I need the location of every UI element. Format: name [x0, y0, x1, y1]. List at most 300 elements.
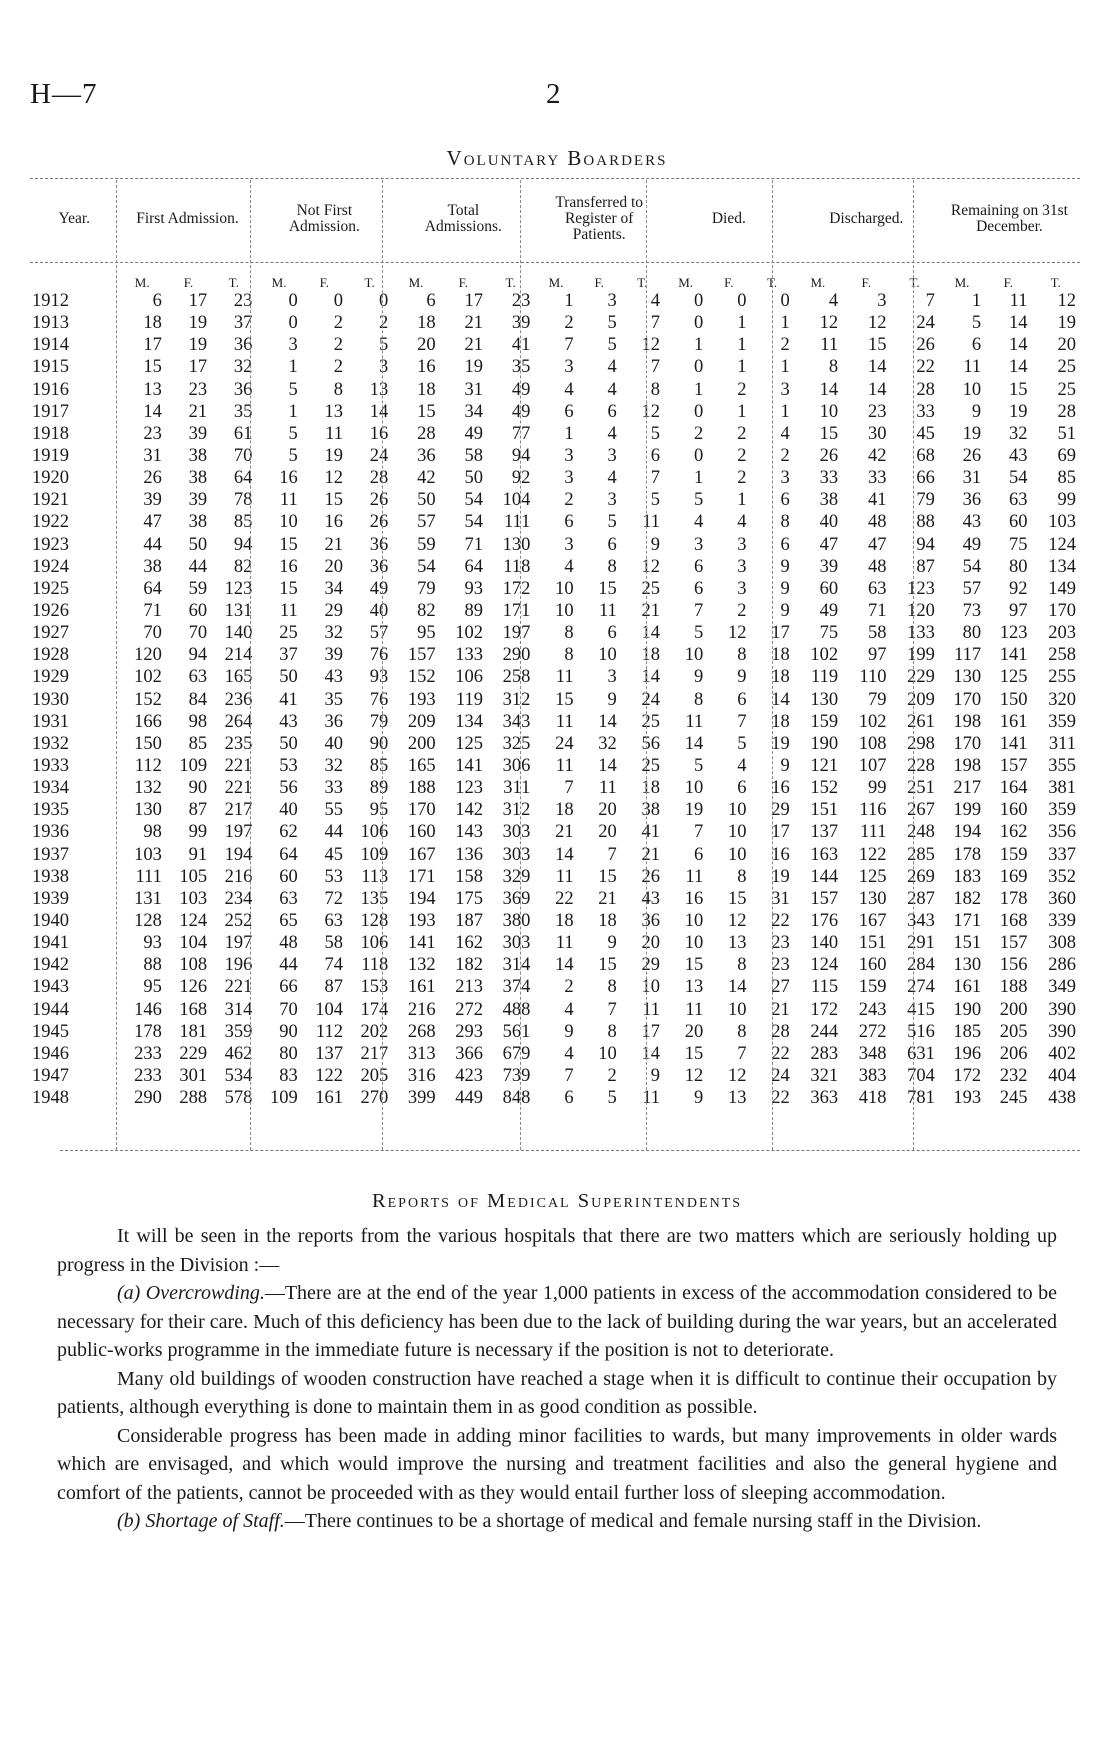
value-cell: 5 — [650, 490, 661, 511]
value-cell: 213 — [455, 977, 483, 998]
value-cell: 7 — [693, 822, 704, 843]
value-cell: 85 — [369, 756, 389, 777]
value-cell: 162 — [455, 933, 483, 954]
value-cell: 303 — [502, 933, 531, 954]
value-cell: 3 — [737, 578, 747, 599]
value-cell: 4 — [650, 291, 661, 312]
value-cell: 140 — [810, 933, 839, 954]
value-cell: 33 — [916, 401, 935, 422]
value-cell: 16 — [324, 512, 343, 533]
table-title: Voluntary Boarders — [446, 146, 668, 170]
value-cell: 21 — [771, 999, 790, 1020]
value-cell: 462 — [224, 1043, 253, 1064]
value-cell: 19 — [1057, 313, 1076, 334]
value-cell: 9 — [607, 933, 617, 954]
value-cell: 82 — [417, 601, 436, 622]
year-cell: 1943 — [32, 977, 69, 998]
table-row — [30, 866, 1080, 888]
value-cell: 104 — [502, 490, 531, 511]
value-cell: 90 — [279, 1021, 298, 1042]
value-cell: 8 — [780, 512, 790, 533]
value-cell: 44 — [188, 556, 208, 577]
year-cell: 1919 — [32, 446, 69, 467]
value-cell: 161 — [315, 1088, 343, 1109]
value-cell: 18 — [555, 911, 574, 931]
value-cell: 39 — [188, 423, 208, 444]
value-cell: 2 — [737, 446, 747, 467]
value-cell: 160 — [999, 800, 1028, 821]
value-cell: 190 — [953, 999, 982, 1020]
value-cell: 15 — [143, 357, 162, 378]
subheader-blank — [30, 260, 119, 290]
value-cell: 6 — [971, 335, 982, 356]
value-cell: 4 — [564, 556, 574, 577]
subheader-f: F. — [594, 275, 604, 290]
value-cell: 205 — [999, 1021, 1028, 1042]
value-cell: 359 — [1048, 711, 1076, 732]
value-cell: 3 — [737, 556, 747, 577]
value-cell: 20 — [598, 800, 617, 821]
value-cell: 6 — [693, 844, 704, 865]
value-cell: 6 — [426, 291, 436, 312]
value-cell: 6 — [780, 534, 790, 555]
value-cell: 418 — [858, 1088, 887, 1109]
value-cell: 50 — [279, 733, 298, 754]
value-cell: 14 — [1008, 313, 1028, 334]
value-cell: 0 — [693, 401, 704, 422]
value-cell: 64 — [233, 468, 253, 489]
value-cell: 22 — [916, 357, 935, 378]
value-cell: 19 — [188, 335, 208, 356]
value-cell: 320 — [1048, 689, 1076, 710]
value-cell: 57 — [962, 578, 982, 599]
value-cell: 14 — [727, 977, 747, 998]
year-cell: 1945 — [32, 1021, 69, 1042]
value-cell: 14 — [555, 955, 574, 976]
value-cell: 9 — [650, 534, 661, 555]
value-cell: 2 — [607, 1065, 617, 1086]
value-cell: 5 — [693, 756, 704, 777]
table-row — [30, 755, 1080, 777]
value-cell: 26 — [369, 490, 389, 511]
value-cell: 337 — [1048, 844, 1076, 865]
value-cell: 34 — [324, 578, 343, 599]
value-cell: 6 — [607, 623, 617, 644]
value-cell: 17 — [188, 357, 208, 378]
value-cell: 19 — [962, 423, 982, 444]
value-cell: 60 — [1008, 512, 1028, 533]
value-cell: 15 — [417, 401, 436, 422]
table-row — [30, 401, 1080, 423]
value-cell: 5 — [650, 423, 661, 444]
value-cell: 21 — [641, 601, 661, 622]
value-cell: 217 — [224, 800, 253, 821]
year-cell: 1948 — [32, 1088, 69, 1109]
value-cell: 15 — [819, 423, 839, 444]
year-cell: 1942 — [32, 955, 69, 976]
value-cell: 3 — [564, 534, 574, 555]
value-cell: 24 — [641, 689, 661, 710]
value-cell: 50 — [464, 468, 483, 489]
value-cell: 381 — [1048, 778, 1076, 799]
value-cell: 157 — [810, 888, 839, 909]
value-cell: 10 — [684, 645, 704, 666]
value-cell: 141 — [455, 756, 483, 777]
value-cell: 0 — [288, 313, 298, 334]
value-cell: 199 — [907, 645, 935, 666]
value-cell: 37 — [279, 645, 298, 666]
value-cell: 5 — [379, 335, 389, 356]
value-cell: 124 — [810, 955, 839, 976]
value-cell: 39 — [511, 313, 531, 334]
value-cell: 128 — [360, 911, 389, 931]
value-cell: 159 — [810, 711, 839, 732]
value-cell: 170 — [407, 800, 436, 821]
value-cell: 4 — [607, 468, 617, 489]
value-cell: 43 — [279, 711, 298, 732]
value-cell: 104 — [315, 999, 343, 1020]
value-cell: 78 — [233, 490, 253, 511]
value-cell: 200 — [407, 733, 436, 754]
value-cell: 196 — [224, 955, 253, 976]
value-cell: 4 — [607, 379, 617, 400]
value-cell: 4 — [828, 291, 839, 312]
subheader-t: T. — [228, 275, 239, 290]
value-cell: 311 — [503, 778, 531, 799]
value-cell: 2 — [333, 357, 343, 378]
value-cell: 234 — [224, 888, 253, 909]
value-cell: 4 — [564, 1043, 574, 1064]
value-cell: 122 — [315, 1065, 343, 1086]
year-cell: 1940 — [32, 911, 69, 931]
value-cell: 40 — [369, 601, 389, 622]
value-cell: 123 — [907, 578, 935, 599]
value-cell: 7 — [650, 357, 661, 378]
year-cell: 1913 — [32, 313, 69, 334]
year-cell: 1930 — [32, 689, 69, 710]
paragraph-staff-shortage — [57, 1507, 1057, 1536]
year-cell: 1929 — [32, 667, 69, 688]
table-row — [30, 511, 1080, 533]
table-row — [30, 467, 1080, 489]
value-cell: 13 — [727, 1088, 747, 1109]
value-cell: 87 — [324, 977, 343, 998]
value-cell: 1 — [693, 379, 704, 400]
year-cell: 1921 — [32, 490, 69, 511]
value-cell: 10 — [819, 401, 839, 422]
value-cell: 37 — [233, 313, 253, 334]
value-cell: 157 — [999, 933, 1028, 954]
value-cell: 33 — [324, 778, 343, 799]
value-cell: 355 — [1048, 756, 1076, 777]
value-cell: 311 — [1048, 733, 1076, 754]
value-cell: 19 — [464, 357, 483, 378]
value-cell: 77 — [511, 423, 531, 444]
value-cell: 19 — [188, 313, 208, 334]
voluntary-boarders-table — [30, 178, 1080, 1109]
value-cell: 153 — [360, 977, 389, 998]
value-cell: 93 — [143, 933, 162, 954]
value-cell: 193 — [407, 689, 436, 710]
value-cell: 99 — [188, 822, 208, 843]
value-cell: 6 — [564, 512, 574, 533]
value-cell: 141 — [407, 933, 436, 954]
value-cell: 359 — [224, 1021, 253, 1042]
value-cell: 216 — [224, 866, 253, 887]
value-cell: 97 — [1008, 601, 1028, 622]
value-cell: 2 — [737, 423, 747, 444]
value-cell: 21 — [598, 888, 617, 909]
value-cell: 12 — [727, 1065, 747, 1086]
year-cell: 1946 — [32, 1043, 69, 1064]
value-cell: 6 — [564, 1088, 574, 1109]
table-row — [30, 312, 1080, 334]
paragraph-wooden-buildings: Many old buildings of wooden construction have reached a stage when it is difficult to continue their occupation by patients, although everything is done to maintain them in as good condition as possible. — [57, 1367, 1057, 1418]
overcrowding-text: —There are at the end of the year 1,000 patients in excess of the accommodation considered to be necessary for their care. Much of this deficiency has been due to the lack of building during the war years, but an accelerated public-works programme in the immediate future is necessary if the position is not to deteriorate. — [57, 1282, 1057, 1361]
value-cell: 285 — [907, 844, 935, 865]
value-cell: 10 — [641, 977, 661, 998]
value-cell: 5 — [288, 379, 298, 400]
value-cell: 61 — [233, 423, 253, 444]
value-cell: 283 — [810, 1043, 839, 1064]
value-cell: 10 — [962, 379, 982, 400]
value-cell: 54 — [464, 512, 483, 533]
group-header-first-admission: First Admission. — [136, 210, 239, 227]
value-cell: 205 — [360, 1065, 389, 1086]
value-cell: 25 — [641, 756, 661, 777]
value-cell: 19 — [684, 800, 704, 821]
value-cell: 11 — [555, 667, 574, 688]
value-cell: 57 — [417, 512, 436, 533]
table-row — [30, 1043, 1080, 1065]
subheader-m: M. — [271, 275, 287, 290]
value-cell: 12 — [641, 335, 661, 356]
table-row — [30, 622, 1080, 644]
value-cell: 80 — [1008, 556, 1028, 577]
value-cell: 79 — [369, 711, 389, 732]
value-cell: 14 — [1008, 335, 1028, 356]
value-cell: 11 — [685, 999, 704, 1020]
value-cell: 9 — [780, 601, 790, 622]
value-cell: 152 — [407, 667, 436, 688]
value-cell: 781 — [907, 1088, 935, 1109]
value-cell: 29 — [641, 955, 661, 976]
value-cell: 36 — [641, 911, 661, 931]
table-row — [30, 1021, 1080, 1043]
value-cell: 8 — [564, 623, 574, 644]
value-cell: 704 — [907, 1065, 935, 1086]
value-cell: 12 — [324, 468, 343, 489]
value-cell: 235 — [224, 733, 253, 754]
value-cell: 14 — [684, 733, 704, 754]
value-cell: 10 — [279, 512, 298, 533]
value-cell: 50 — [417, 490, 436, 511]
value-cell: 35 — [511, 357, 531, 378]
value-cell: 21 — [324, 534, 343, 555]
value-cell: 16 — [279, 468, 298, 489]
column-divider — [772, 180, 773, 1150]
value-cell: 111 — [135, 866, 162, 887]
value-cell: 258 — [502, 667, 531, 688]
value-cell: 15 — [324, 490, 343, 511]
value-cell: 2 — [780, 446, 790, 467]
subheader-m: M. — [408, 275, 424, 290]
value-cell: 116 — [859, 800, 887, 821]
value-cell: 36 — [233, 335, 253, 356]
value-cell: 11 — [963, 357, 982, 378]
value-cell: 10 — [727, 844, 747, 865]
value-cell: 125 — [858, 866, 887, 887]
value-cell: 48 — [867, 556, 887, 577]
value-cell: 14 — [641, 1043, 661, 1064]
value-cell: 59 — [417, 534, 436, 555]
value-cell: 3 — [780, 468, 790, 489]
value-cell: 0 — [693, 291, 704, 312]
value-cell: 26 — [916, 335, 935, 356]
value-cell: 193 — [407, 911, 436, 931]
staff-shortage-label: (b) Shortage of Staff. — [117, 1510, 285, 1532]
year-cell: 1920 — [32, 468, 69, 489]
value-cell: 14 — [555, 844, 574, 865]
value-cell: 33 — [867, 468, 887, 489]
paragraph-intro: It will be seen in the reports from the various hospitals that there are two matters which are seriously holding up progress in the Division :— — [57, 1225, 1057, 1276]
group-header-transferred: Transferred to Register of Patients. — [555, 194, 644, 243]
value-cell: 55 — [324, 800, 343, 821]
value-cell: 99 — [1057, 490, 1076, 511]
subheader-f: F. — [861, 275, 871, 290]
value-cell: 197 — [502, 623, 531, 644]
value-cell: 5 — [607, 512, 617, 533]
value-cell: 16 — [279, 556, 298, 577]
table-row — [30, 711, 1080, 733]
value-cell: 93 — [464, 578, 483, 599]
value-cell: 39 — [324, 645, 343, 666]
table-row — [30, 600, 1080, 622]
year-cell: 1923 — [32, 534, 69, 555]
value-cell: 115 — [811, 977, 839, 998]
value-cell: 0 — [737, 291, 747, 312]
value-cell: 0 — [333, 291, 343, 312]
value-cell: 10 — [727, 999, 747, 1020]
value-cell: 14 — [369, 401, 389, 422]
value-cell: 20 — [684, 1021, 704, 1042]
value-cell: 71 — [143, 601, 162, 622]
paragraph-progress: Considerable progress has been made in adding minor facilities to wards, but many improvements in older wards which are envisaged, and which would improve the nursing and treatment facilities and also the general hygiene and comfort of the patients, cannot be proceeded with as they would entail further loss of sleeping accommodation. — [57, 1424, 1057, 1504]
value-cell: 92 — [511, 468, 531, 489]
value-cell: 284 — [907, 955, 935, 976]
column-divider — [913, 180, 914, 1150]
value-cell: 20 — [417, 335, 436, 356]
section-title: Reports of Medical Superintendents — [371, 1190, 743, 1212]
value-cell: 848 — [502, 1088, 531, 1109]
value-cell: 36 — [417, 446, 436, 467]
value-cell: 356 — [1048, 822, 1076, 843]
value-cell: 70 — [188, 623, 208, 644]
value-cell: 14 — [598, 756, 617, 777]
value-cell: 8 — [607, 1021, 617, 1042]
value-cell: 32 — [324, 756, 343, 777]
value-cell: 3 — [607, 291, 617, 312]
value-cell: 312 — [502, 689, 531, 710]
value-cell: 187 — [455, 911, 483, 931]
value-cell: 272 — [455, 999, 483, 1020]
year-cell: 1925 — [32, 578, 69, 599]
value-cell: 109 — [269, 1088, 298, 1109]
value-cell: 160 — [858, 955, 887, 976]
value-cell: 28 — [417, 423, 436, 444]
value-cell: 65 — [279, 911, 298, 931]
year-cell: 1937 — [32, 844, 69, 865]
value-cell: 28 — [771, 1021, 790, 1042]
value-cell: 26 — [143, 468, 162, 489]
value-cell: 7 — [650, 468, 661, 489]
value-cell: 166 — [134, 711, 162, 732]
value-cell: 739 — [502, 1065, 531, 1086]
subheader-f: F. — [458, 275, 469, 290]
value-cell: 22 — [771, 1043, 790, 1064]
value-cell: 54 — [962, 556, 982, 577]
value-cell: 15 — [867, 335, 887, 356]
value-cell: 90 — [369, 733, 389, 754]
value-cell: 131 — [134, 888, 162, 909]
value-cell: 8 — [650, 379, 661, 400]
value-cell: 1 — [780, 401, 790, 422]
value-cell: 15 — [684, 955, 704, 976]
value-cell: 15 — [1008, 379, 1028, 400]
value-cell: 7 — [607, 999, 617, 1020]
year-cell: 1927 — [32, 623, 69, 644]
value-cell: 2 — [564, 490, 574, 511]
value-cell: 12 — [727, 911, 747, 931]
value-cell: 38 — [188, 468, 208, 489]
value-cell: 102 — [134, 667, 162, 688]
subheader-m: M. — [548, 275, 564, 290]
value-cell: 303 — [502, 822, 531, 843]
value-cell: 106 — [455, 667, 483, 688]
value-cell: 161 — [953, 977, 982, 998]
value-cell: 16 — [684, 888, 704, 909]
value-cell: 348 — [858, 1043, 887, 1064]
value-cell: 8 — [333, 379, 343, 400]
table-row — [30, 976, 1080, 998]
value-cell: 11 — [685, 711, 704, 732]
value-cell: 329 — [502, 866, 531, 887]
value-cell: 287 — [907, 888, 935, 909]
value-cell: 18 — [641, 645, 661, 666]
value-cell: 19 — [1008, 401, 1028, 422]
value-cell: 221 — [224, 977, 253, 998]
value-cell: 34 — [464, 401, 483, 422]
value-cell: 14 — [598, 711, 617, 732]
value-cell: 15 — [598, 578, 617, 599]
value-cell: 178 — [134, 1021, 162, 1042]
value-cell: 106 — [360, 933, 389, 954]
value-cell: 232 — [999, 1065, 1028, 1086]
value-cell: 203 — [1048, 623, 1076, 644]
value-cell: 11 — [598, 778, 617, 799]
value-cell: 17 — [771, 822, 790, 843]
table-row — [30, 1065, 1080, 1087]
value-cell: 98 — [188, 711, 208, 732]
value-cell: 175 — [455, 888, 483, 909]
value-cell: 243 — [858, 999, 887, 1020]
value-cell: 47 — [867, 534, 887, 555]
value-cell: 286 — [1048, 955, 1076, 976]
value-cell: 40 — [819, 512, 839, 533]
value-cell: 3 — [737, 534, 747, 555]
value-cell: 91 — [188, 844, 208, 865]
value-cell: 9 — [780, 756, 790, 777]
